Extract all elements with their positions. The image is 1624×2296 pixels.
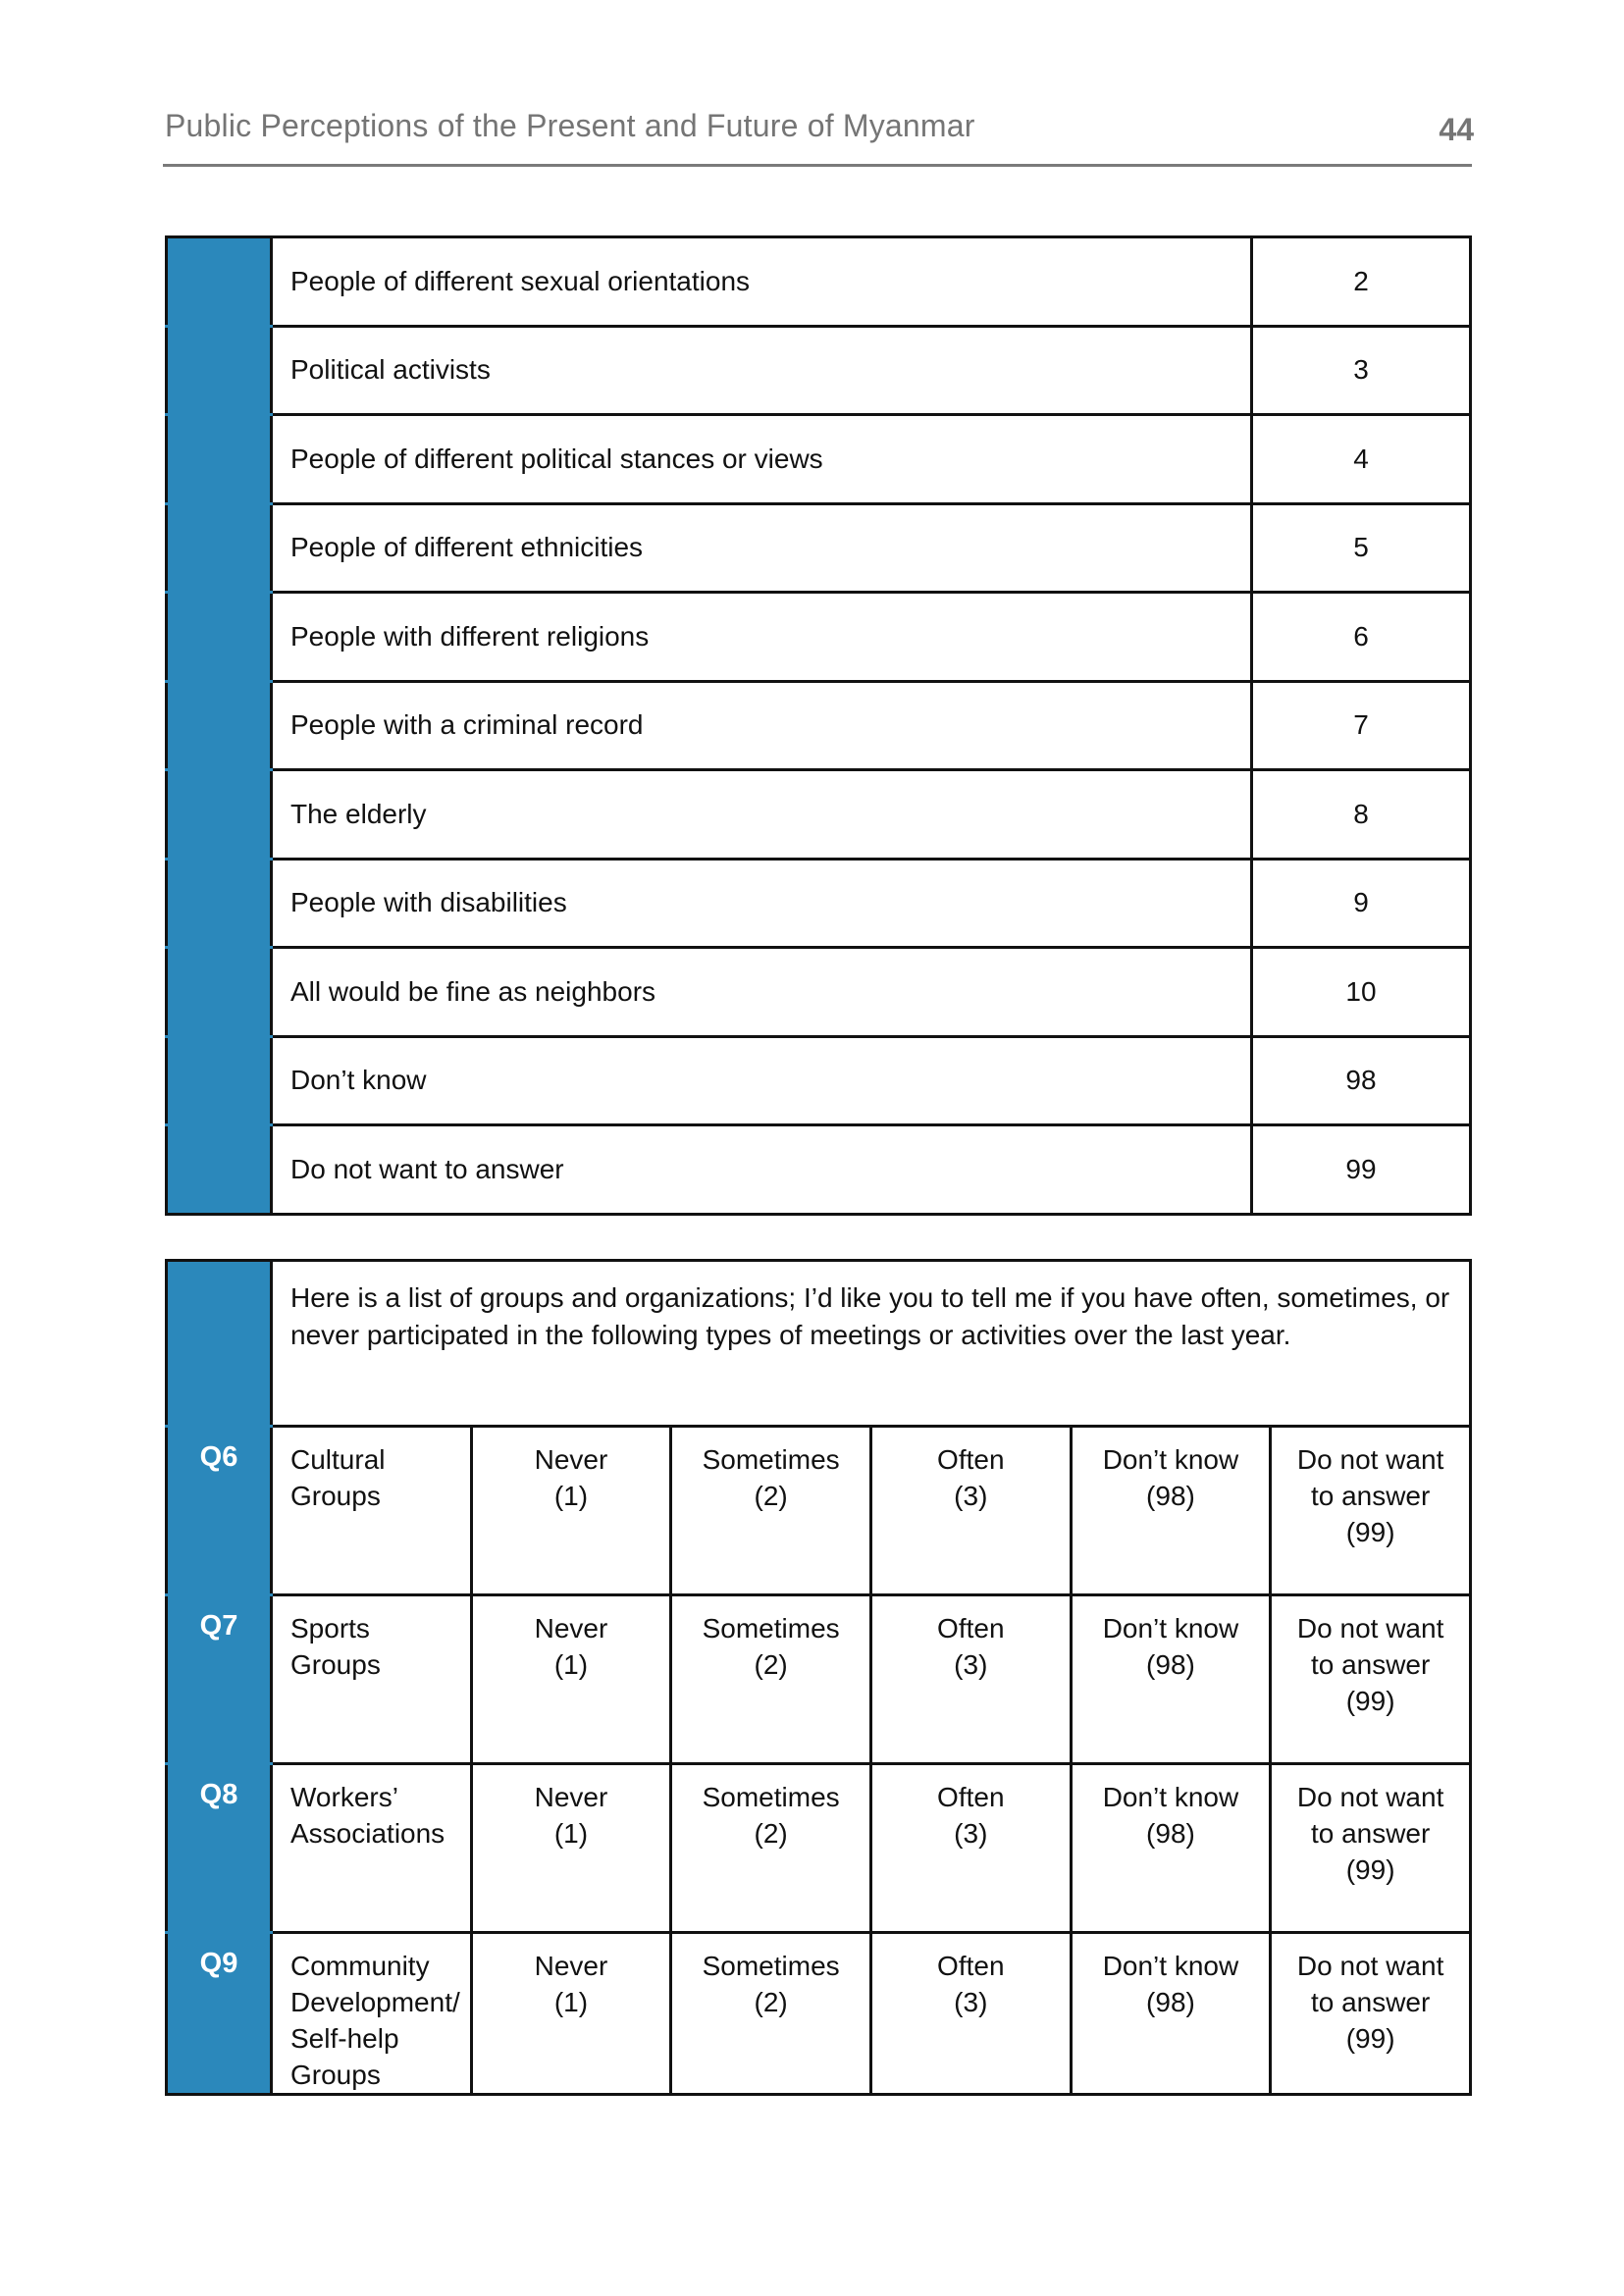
header-divider (163, 164, 1472, 167)
option-code: (1) (553, 1649, 589, 1680)
option-do-not-want-to-answer (1271, 1595, 1471, 1764)
option-label: Don’t know (1102, 1613, 1239, 1644)
response-code: 4 (1252, 415, 1471, 504)
page-number: 44 (1439, 112, 1474, 147)
accent-column-cell (167, 770, 272, 860)
accent-column-cell (167, 948, 272, 1037)
response-code: 3 (1252, 326, 1471, 415)
option-code: (98) (1146, 1481, 1195, 1511)
option-label: Sometimes (702, 1782, 840, 1812)
option-label: Don’t know (1102, 1782, 1239, 1812)
neighbors-response-table (165, 235, 1472, 1216)
option-never (471, 1427, 671, 1595)
option-dont-know (1071, 1427, 1271, 1595)
question-row-q9 (167, 1933, 1471, 2095)
accent-column-cell (167, 503, 272, 593)
question-id: Q9 (167, 1933, 272, 2095)
table-row (167, 1125, 1471, 1215)
response-code: 5 (1252, 503, 1471, 593)
option-never (471, 1595, 671, 1764)
response-code: 6 (1252, 593, 1471, 682)
response-label: Do not want to answer (272, 1125, 1252, 1215)
option-dont-know (1071, 1595, 1271, 1764)
question-id: Q7 (167, 1595, 272, 1764)
table-row (167, 503, 1471, 593)
option-sometimes (671, 1933, 871, 2095)
option-never (471, 1764, 671, 1933)
option-dont-know (1071, 1764, 1271, 1933)
option-code: (2) (754, 1818, 788, 1849)
question-label (272, 1427, 472, 1595)
question-id: Q6 (167, 1427, 272, 1595)
accent-column-cell (167, 1125, 272, 1215)
document-running-title: Public Perceptions of the Present and Future of Myanmar (165, 108, 975, 143)
response-label: The elderly (272, 770, 1252, 860)
response-code: 7 (1252, 681, 1471, 770)
question-intro-row (167, 1261, 1471, 1427)
option-code: (1) (553, 1481, 589, 1511)
option-label: Sometimes (702, 1444, 840, 1475)
response-label: People of different sexual orientations (272, 237, 1252, 327)
question-id-cell (167, 1261, 272, 1427)
question-label-line: Cultural Groups (290, 1444, 386, 1511)
accent-column-cell (167, 1036, 272, 1125)
response-label: Political activists (272, 326, 1252, 415)
question-label-line: Associations (290, 1818, 445, 1849)
option-label: Never (534, 1782, 608, 1812)
option-dont-know (1071, 1933, 1271, 2095)
option-often (870, 1427, 1071, 1595)
response-label: People of different ethnicities (272, 503, 1252, 593)
option-code: (2) (754, 1987, 788, 2017)
accent-column-cell (167, 593, 272, 682)
table-row (167, 948, 1471, 1037)
option-label: Sometimes (702, 1951, 840, 1981)
accent-column-cell (167, 415, 272, 504)
table-row (167, 326, 1471, 415)
option-code: (1) (553, 1818, 589, 1849)
table-row (167, 593, 1471, 682)
option-label: Do not want (1296, 1951, 1444, 1981)
response-label: People with disabilities (272, 859, 1252, 948)
option-often (870, 1595, 1071, 1764)
option-code: (98) (1146, 1818, 1195, 1849)
table-row (167, 859, 1471, 948)
option-code: (2) (754, 1649, 788, 1680)
option-code: (98) (1146, 1649, 1195, 1680)
option-label: Often (937, 1951, 1005, 1981)
response-code: 8 (1252, 770, 1471, 860)
option-code: (99) (1345, 1517, 1395, 1547)
accent-column-cell (167, 326, 272, 415)
option-code: (3) (954, 1818, 988, 1849)
option-code: (99) (1345, 1686, 1395, 1716)
option-never (471, 1933, 671, 2095)
question-row-q8 (167, 1764, 1471, 1933)
option-code: (1) (553, 1987, 589, 2017)
option-code: (3) (954, 1987, 988, 2017)
option-sometimes (671, 1595, 871, 1764)
response-code: 2 (1252, 237, 1471, 327)
option-do-not-want-to-answer (1271, 1764, 1471, 1933)
response-label: People with different religions (272, 593, 1252, 682)
response-code: 9 (1252, 859, 1471, 948)
response-label: People of different political stances or views (272, 415, 1252, 504)
table-row (167, 415, 1471, 504)
option-often (870, 1933, 1071, 2095)
option-code: (98) (1146, 1987, 1195, 2017)
option-code: (3) (954, 1481, 988, 1511)
option-often (870, 1764, 1071, 1933)
question-id: Q8 (167, 1764, 272, 1933)
option-label: Never (534, 1613, 608, 1644)
question-label-line: Self-help Groups (290, 2023, 399, 2090)
accent-column-cell (167, 681, 272, 770)
question-label (272, 1933, 472, 2095)
question-row-q6 (167, 1427, 1471, 1595)
option-label: Sometimes (702, 1613, 840, 1644)
table-row (167, 237, 1471, 327)
option-label: Don’t know (1102, 1444, 1239, 1475)
response-code: 99 (1252, 1125, 1471, 1215)
option-label: Don’t know (1102, 1951, 1239, 1981)
option-do-not-want-to-answer (1271, 1427, 1471, 1595)
response-label: People with a criminal record (272, 681, 1252, 770)
response-label: All would be fine as neighbors (272, 948, 1252, 1037)
option-code: (3) (954, 1649, 988, 1680)
option-label: Often (937, 1444, 1005, 1475)
response-code: 10 (1252, 948, 1471, 1037)
option-label: Do not want (1296, 1613, 1444, 1644)
question-label (272, 1764, 472, 1933)
question-label-line: Sports Groups (290, 1613, 381, 1680)
question-intro-text: Here is a list of groups and organizations; I’d like you to tell me if you have often, sometimes, or never participated in the following types of meetings or activities over the last year. (272, 1261, 1471, 1427)
table-row (167, 1036, 1471, 1125)
question-label (272, 1595, 472, 1764)
question-row-q7 (167, 1595, 1471, 1764)
option-label: to answer (1310, 1649, 1431, 1680)
option-label: Do not want (1296, 1444, 1444, 1475)
option-label: to answer (1310, 1818, 1431, 1849)
option-code: (99) (1345, 2023, 1395, 2054)
option-sometimes (671, 1764, 871, 1933)
option-label: Often (937, 1613, 1005, 1644)
question-label-line: Community (290, 1951, 430, 1981)
participation-question-table (165, 1259, 1472, 2096)
table-row (167, 681, 1471, 770)
response-label: Don’t know (272, 1036, 1252, 1125)
option-label: Never (534, 1951, 608, 1981)
option-label: Often (937, 1782, 1005, 1812)
option-label: to answer (1310, 1987, 1431, 2017)
response-code: 98 (1252, 1036, 1471, 1125)
accent-column-cell (167, 859, 272, 948)
question-label-line: Development/ (290, 1987, 460, 2017)
question-label-line: Workers’ (290, 1782, 398, 1812)
table-row (167, 770, 1471, 860)
option-code: (99) (1345, 1854, 1395, 1885)
option-label: Never (534, 1444, 608, 1475)
option-sometimes (671, 1427, 871, 1595)
option-code: (2) (754, 1481, 788, 1511)
option-do-not-want-to-answer (1271, 1933, 1471, 2095)
accent-column-cell (167, 237, 272, 327)
option-label: Do not want (1296, 1782, 1444, 1812)
option-label: to answer (1310, 1481, 1431, 1511)
